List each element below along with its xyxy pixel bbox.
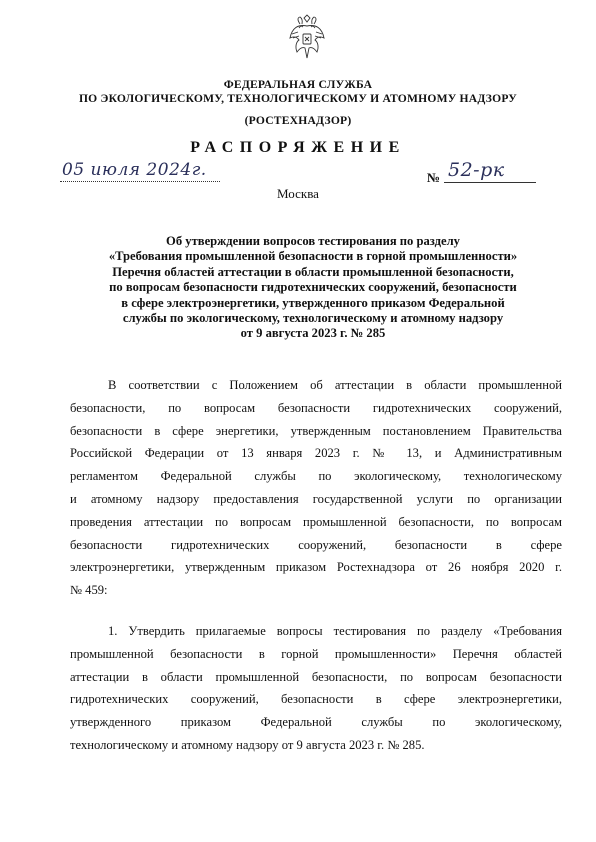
document-title: РАСПОРЯЖЕНИЕ xyxy=(190,139,406,156)
subject-line: от 9 августа 2023 г. № 285 xyxy=(240,326,386,341)
date-underline xyxy=(60,181,220,182)
handwritten-number: 52-рк xyxy=(448,159,505,181)
paragraph-line: промышленной безопасности в горной промышленности» Перечня областей xyxy=(70,646,562,661)
paragraph-line: проведения аттестации по вопросам промышленной безопасности, по вопросам xyxy=(70,514,562,529)
paragraph-line: Российской Федерации от 13 января 2023 г. № 13, и Административным xyxy=(70,446,562,461)
subject-line: «Требования промышленной безопасности в горной промышленности» xyxy=(108,249,518,264)
agency-abbreviation: (РОСТЕХНАДЗОР) xyxy=(244,114,352,127)
paragraph-line: технологическому и атомному надзору от 9 августа 2023 г. № 285. xyxy=(70,737,425,752)
paragraph-line: аттестации в области промышленной безопасности, по вопросам безопасности xyxy=(70,669,562,684)
paragraph-line: В соответствии с Положением об аттестации в области промышленной xyxy=(108,378,562,392)
subject-line: Перечня областей аттестации в области промышленной безопасности, xyxy=(112,264,514,279)
subject-line: в сфере электроэнергетики, утвержденного приказом Федеральной xyxy=(121,295,505,310)
document-subject xyxy=(70,234,556,342)
clause-1-paragraph xyxy=(70,620,562,757)
paragraph-line: электроэнергетики, утвержденным приказом Ростехнадзора от 26 ноября 2020 г. xyxy=(70,560,562,575)
number-label: № xyxy=(427,170,441,185)
subject-line: по вопросам безопасности гидротехнических сооружений, безопасности xyxy=(109,280,517,295)
paragraph-line: 1. Утвердить прилагаемые вопросы тестирования по разделу «Требования xyxy=(108,624,562,638)
agency-name-line1: ФЕДЕРАЛЬНАЯ СЛУЖБА xyxy=(223,78,373,91)
paragraph-line: № 459: xyxy=(70,583,108,598)
paragraph-line: гидротехнических сооружений, безопасности в сфере электроэнергетики, xyxy=(70,692,562,707)
paragraph-line: утвержденного приказом Федеральной службы по экологическому, xyxy=(70,715,562,730)
handwritten-date: 05 июля 2024г. xyxy=(62,160,207,180)
paragraph-line: безопасности гидротехнических сооружений, безопасности в сфере xyxy=(70,537,562,552)
paragraph-line: безопасности, по вопросам безопасности гидротехнических сооружений, xyxy=(70,400,562,415)
subject-line: Об утверждении вопросов тестирования по разделу xyxy=(166,234,460,248)
number-underline xyxy=(444,182,536,183)
paragraph-line: безопасности в сфере энергетики, утвержденным постановлением Правительства xyxy=(70,423,562,438)
subject-line: службы по экологическому, технологическому и атомному надзору xyxy=(122,311,504,326)
coat-of-arms-icon xyxy=(288,14,326,62)
preamble-paragraph xyxy=(70,374,562,602)
paragraph-line: и атомному надзору предоставления государственной услуги по организации xyxy=(70,491,562,506)
agency-name-line2: ПО ЭКОЛОГИЧЕСКОМУ, ТЕХНОЛОГИЧЕСКОМУ И АТОМНОМУ НАДЗОРУ xyxy=(78,92,518,105)
city: Москва xyxy=(277,186,319,201)
paragraph-line: регламентом Федеральной службы по экологическому, технологическому xyxy=(70,469,562,484)
